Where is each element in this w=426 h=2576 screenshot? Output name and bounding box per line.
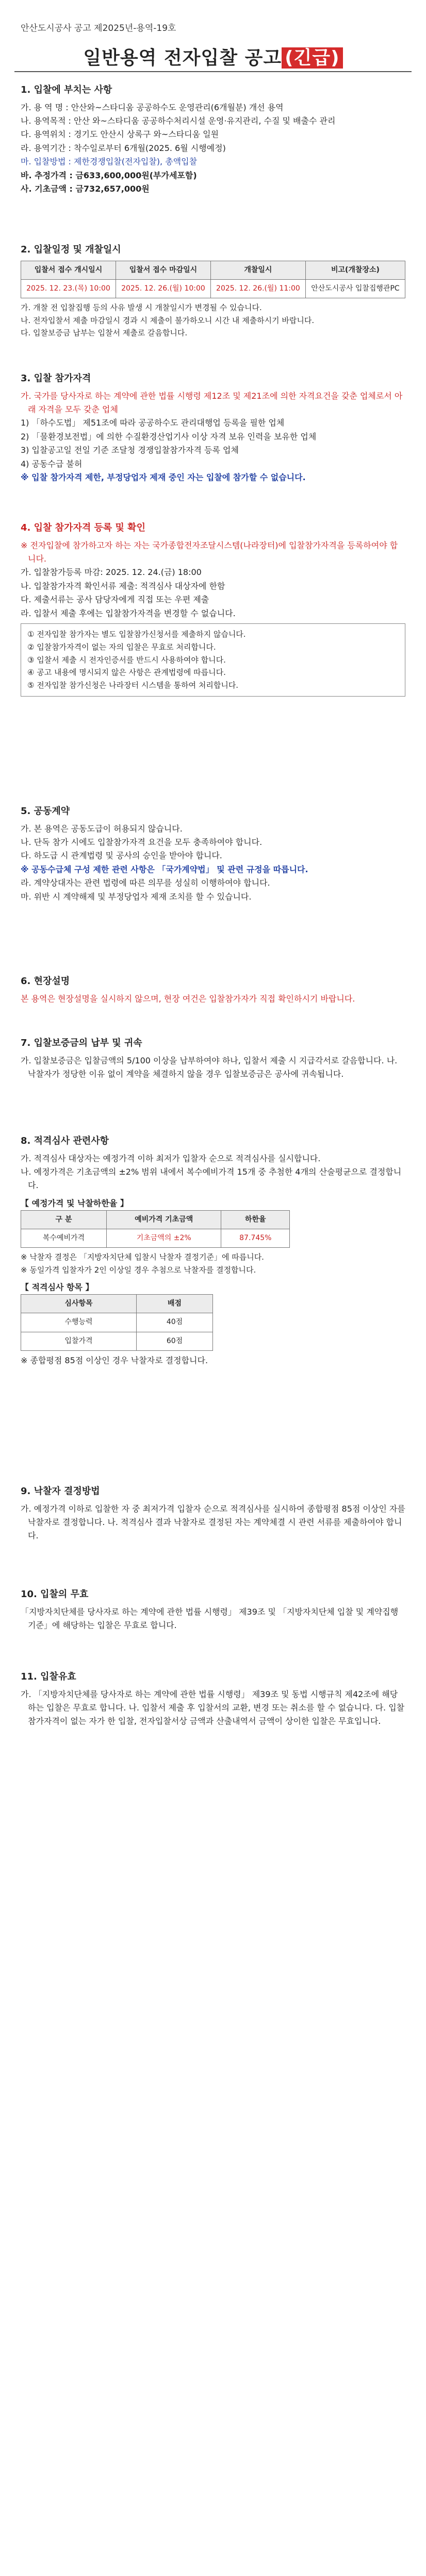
schedule-note: 가. 개찰 전 입찰집행 등의 사유 발생 시 개찰일시가 변경될 수 있습니다. [21,302,262,312]
urgent-badge: (긴급) [282,47,342,69]
joint-item: 가. 본 용역은 공동도급이 허용되지 않습니다. [21,823,183,834]
section-site-briefing [21,974,405,1006]
section-qualification [21,371,405,484]
item-estimated-price: 바. 추정가격 : 금633,600,000원(부가세포함) [21,170,197,180]
bid-validity-text: 가. 「지방자치단체를 당사자로 하는 계약에 관한 법률 시행령」 제39조 및 동법 시행규칙 제42조에 해당하는 입찰은 무효로 합니다. 나. 입찰서 제출 후 입찰서의 교환, 변경 또는 취소를 할 수 없습니다. 다. 입찰참가자격이 없는 자가 한 입찰, 전자입찰서상 금액과 산출내역서 금액이 상이한 입찰은 무효입니다. [21,1689,405,1726]
section-bid-validity [21,1669,405,1728]
qualification-highlight: ※ 입찰 참가자격 제한, 부정당업자 제재 중인 자는 입찰에 참가할 수 없습니다. [21,472,306,483]
review-price-table [21,1210,290,1248]
schedule-note: 나. 전자입찰서 제출 마감일시 경과 시 제출이 불가하오니 시간 내 제출하시기 바랍니다. [21,315,315,325]
registration-note: ④ 공고 내용에 명시되지 않은 사항은 관계법령에 따릅니다. [27,668,226,677]
registration-note: ⑤ 전자입찰 참가신청은 나라장터 시스템을 통하여 처리합니다. [27,681,239,690]
review-header: 구 분 [21,1211,107,1229]
section-winner-decision [21,1484,405,1543]
score-header: 심사항목 [21,1295,137,1313]
joint-item: 나. 단독 참가 시에도 입찰참가자격 요건을 모두 충족하여야 합니다. [21,837,263,848]
review-table2-title: 【 적격심사 항목 】 [21,1282,94,1292]
review-table-title: 【 예정가격 및 낙찰하한율 】 [21,1198,128,1208]
schedule-header: 개찰일시 [210,261,305,279]
review-tail: ※ 종합평점 85점 이상인 경우 낙찰자로 결정합니다. [21,1355,208,1365]
qualification-item: 4) 공동수급 불허 [21,459,83,469]
score-cell: 수행능력 [21,1313,137,1332]
review-score-table [21,1294,213,1350]
score-cell: 40점 [136,1313,212,1332]
item-bid-method: 마. 입찰방법 : 제한경쟁입찰(전자입찰), 총액입찰 [21,157,198,167]
section-bid-items [21,82,405,196]
title-divider [14,71,412,72]
section-joint-contract [21,804,405,904]
page-title [0,43,426,70]
review-note: ※ 동일가격 입찰자가 2인 이상일 경우 추첨으로 낙찰자를 결정합니다. [21,1265,256,1275]
registration-item: 라. 입찰서 제출 후에는 입찰참가자격을 변경할 수 없습니다. [21,608,236,618]
item-service-period: 라. 용역기간 : 착수일로부터 6개월(2025. 6월 시행예정) [21,143,226,153]
section-3-title: 3. 입찰 참가자격 [21,373,91,384]
review-header: 예비가격 기초금액 [107,1211,221,1229]
section-eligibility-review [21,1133,405,1367]
review-cell: 87.745% [221,1229,290,1248]
winner-decision-text: 가. 예정가격 이하로 입찰한 자 중 최저가격 입찰자 순으로 적격심사를 실시하여 종합평점 85점 이상인 자를 낙찰자로 결정합니다. 나. 적격심사 결과 낙찰자로 결정된 자는 계약체결 시 관련 서류를 제출하여야 합니다. [21,1503,405,1541]
review-lead: 가. 적격심사 대상자는 예정가격 이하 최저가 입찰자 순으로 적격심사를 실시합니다. [21,1153,321,1163]
joint-item: 다. 하도급 시 관계법령 및 공사의 승인을 받아야 합니다. [21,851,222,861]
qualification-item: 3) 입찰공고일 전일 기준 조달청 경쟁입찰참가자격 등록 업체 [21,445,239,455]
section-8-title: 8. 적격심사 관련사항 [21,1136,109,1146]
schedule-header: 비고(개찰장소) [305,261,405,279]
registration-item: 다. 제출서류는 공사 담당자에게 직접 또는 우편 제출 [21,595,209,605]
item-service-purpose: 나. 용역목적 : 안산 와~스타디움 공공하수처리시설 운영·유지관리, 수질 및 배출수 관리 [21,116,336,126]
registration-note-box [21,623,405,697]
section-5-title: 5. 공동계약 [21,806,70,817]
review-header: 하한율 [221,1211,290,1229]
schedule-cell: 2025. 12. 23.(목) 10:00 [21,279,116,298]
qualification-lead: 가. 국가를 당사자로 하는 계약에 관한 법률 시행령 제12조 및 제21조에 의한 자격요건을 갖춘 업체로서 아래 자격을 모두 갖춘 업체 [21,391,403,415]
section-7-title: 7. 입찰보증금의 납부 및 귀속 [21,1038,142,1048]
bid-bond-text: 가. 입찰보증금은 입찰금액의 5/100 이상을 납부하여야 하나, 입찰서 제출 시 지급각서로 갈음합니다. 나. 낙찰자가 정당한 이유 없이 계약을 체결하지 않을 경우 입찰보증금은 공사에 귀속됩니다. [21,1055,398,1079]
score-cell: 60점 [136,1332,212,1350]
registration-note: ③ 입찰서 제출 시 전자인증서를 반드시 사용하여야 합니다. [27,655,226,665]
section-1-title: 1. 입찰에 부치는 사항 [21,84,112,95]
section-invalid-bid [21,1587,405,1632]
section-registration [21,520,405,700]
section-schedule [21,242,405,340]
section-11-title: 11. 입찰유효 [21,1671,76,1682]
registration-note: ① 전자입찰 참가자는 별도 입찰참가신청서를 제출하지 않습니다. [27,630,246,639]
review-note: ※ 낙찰자 결정은 「지방자치단체 입찰시 낙찰자 결정기준」에 따릅니다. [21,1252,264,1262]
notice-number: 안산도시공사 공고 제2025년-용역-19호 [21,23,176,33]
section-bid-bond [21,1036,405,1081]
registration-note: ② 입찰참가자격이 없는 자의 입찰은 무효로 처리합니다. [27,642,216,652]
section-9-title: 9. 낙찰자 결정방법 [21,1486,100,1497]
score-header: 배점 [136,1295,212,1313]
schedule-header: 입찰서 접수 마감일시 [116,261,210,279]
registration-item: 나. 입찰참가자격 확인서류 제출: 적격심사 대상자에 한함 [21,581,225,591]
review-cell: 복수예비가격 [21,1229,107,1248]
schedule-cell: 2025. 12. 26.(월) 11:00 [210,279,305,298]
section-2-title: 2. 입찰일정 및 개찰일시 [21,244,121,255]
qualification-item: 2) 「물환경보전법」에 의한 수질환경산업기사 이상 자격 보유 인력을 보유한 업체 [21,431,317,442]
joint-item: 마. 위반 시 계약해제 및 부정당업자 제재 조치를 할 수 있습니다. [21,891,252,902]
schedule-cell: 2025. 12. 26.(월) 10:00 [116,279,210,298]
section-6-title: 6. 현장설명 [21,976,70,987]
schedule-note: 다. 입찰보증금 납부는 입찰서 제출로 갈음합니다. [21,328,188,338]
qualification-item: 1) 「하수도법」 제51조에 따라 공공하수도 관리대행업 등록을 필한 업체 [21,418,285,428]
schedule-cell: 안산도시공사 입찰집행관PC [305,279,405,298]
item-base-amount: 사. 기초금액 : 금732,657,000원 [21,184,150,194]
review-cell: 기초금액의 ±2% [107,1229,221,1248]
invalid-bid-text: 「지방자치단체를 당사자로 하는 계약에 관한 법률 시행령」 제39조 및 「지방자치단체 입찰 및 계약집행기준」에 해당하는 입찰은 무효로 합니다. [21,1606,399,1631]
section-4-title: 4. 입찰 참가자격 등록 및 확인 [21,522,145,533]
score-cell: 입찰가격 [21,1332,137,1350]
item-service-location: 다. 용역위치 : 경기도 안산시 상록구 와~스타디움 일원 [21,129,219,140]
item-service-name: 가. 용 역 명 : 안산와~스타디움 공공하수도 운영관리(6개월분) 개선 용역 [21,102,284,112]
joint-highlight: ※ 공동수급체 구성 제한 관련 사항은 「국가계약법」 및 관련 규정을 따릅니다. [21,864,308,874]
registration-item: 가. 입찰참가등록 마감: 2025. 12. 24.(금) 18:00 [21,567,202,578]
site-briefing-text: 본 용역은 현장설명을 실시하지 않으며, 현장 여건은 입찰참가자가 직접 확인하시기 바랍니다. [21,993,355,1004]
schedule-header: 입찰서 접수 개시일시 [21,261,116,279]
section-10-title: 10. 입찰의 무효 [21,1589,89,1600]
registration-warning: ※ 전자입찰에 참가하고자 하는 자는 국가종합전자조달시스템(나라장터)에 입찰참가자격을 등록하여야 합니다. [21,540,398,564]
schedule-table [21,261,405,298]
review-lead: 나. 예정가격은 기초금액의 ±2% 범위 내에서 복수예비가격 15개 중 추첨한 4개의 산술평균으로 결정합니다. [21,1167,402,1191]
page-title-main: 일반용역 전자입찰 공고 [83,47,282,69]
joint-item: 라. 계약상대자는 관련 법령에 따른 의무를 성실히 이행하여야 합니다. [21,878,270,888]
